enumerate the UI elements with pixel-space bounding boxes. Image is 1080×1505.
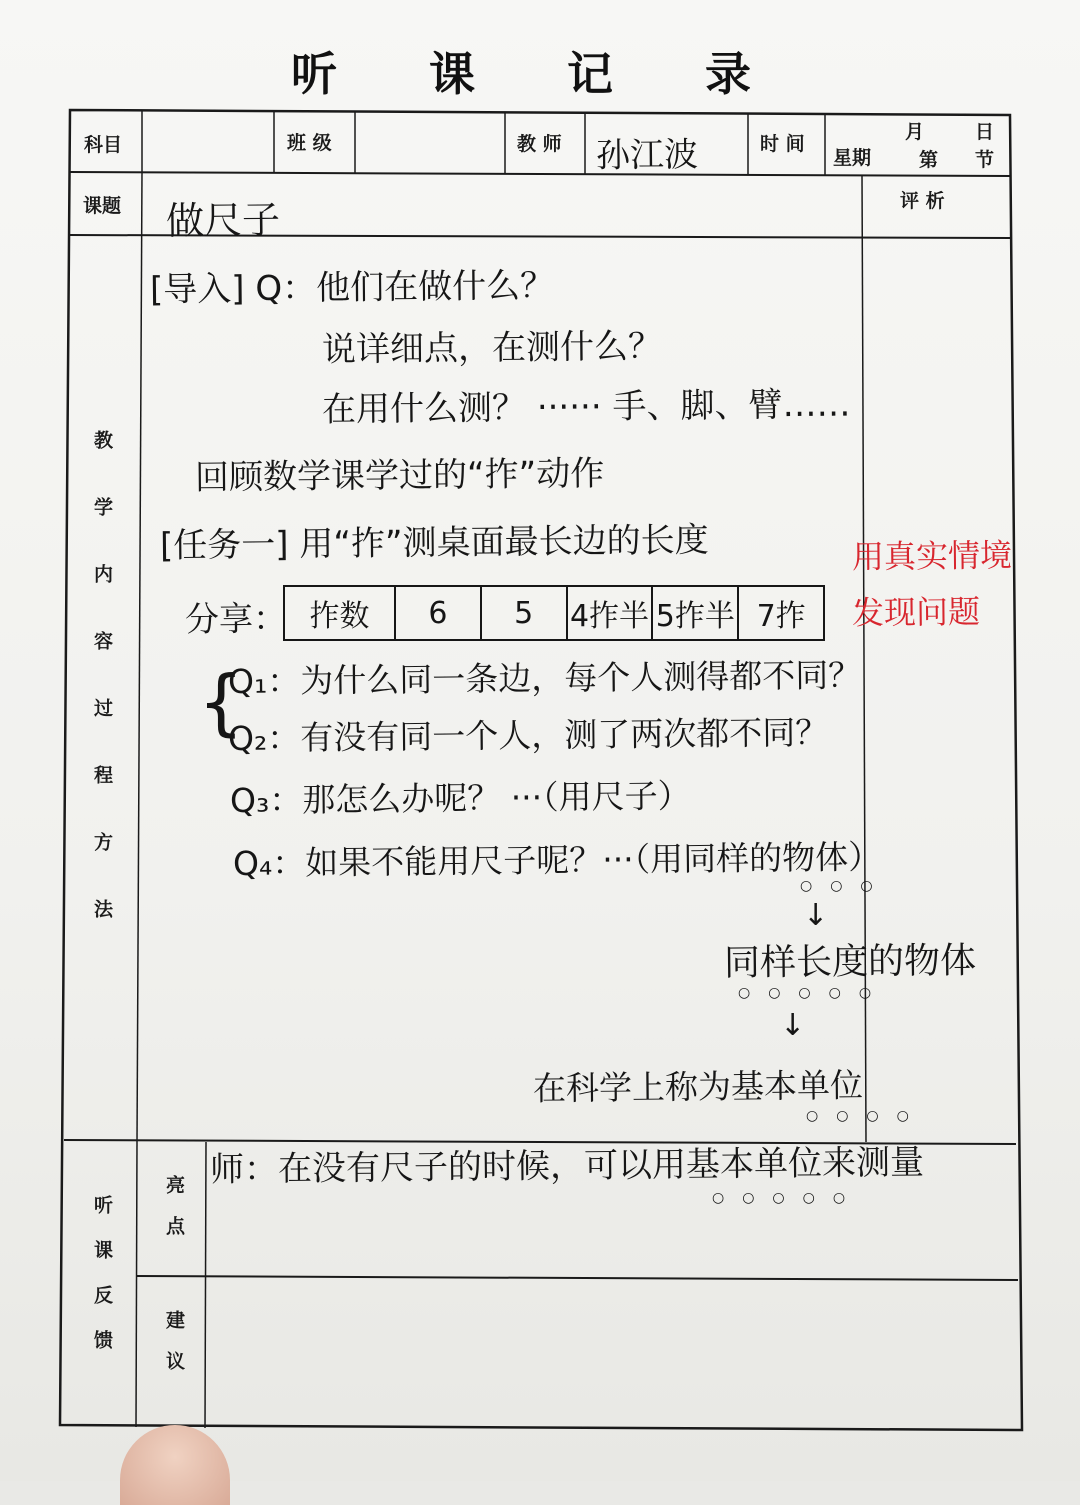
share-cell-header: 拃数 [309, 599, 370, 634]
question-line: Q₁：为什么同一条边，每个人测得都不同？ [227, 655, 862, 701]
down-arrow-icon: ↓ [780, 1008, 806, 1043]
intro-question-line: [导入] Q：他们在做什么？ [149, 265, 555, 310]
process-label: 教学内容过程方法 [91, 430, 113, 966]
feedback-label: 听课反馈 [91, 1195, 113, 1375]
share-label: 分享： [184, 598, 288, 640]
share-cell: 7拃 [737, 587, 823, 639]
emphasis-dots: ○○○○○ [738, 985, 890, 1001]
topic-label: 课题 [83, 195, 122, 217]
derivation-line: 同样长度的物体 [723, 940, 977, 984]
share-cell: 6 [394, 587, 480, 639]
teacher-label: 教 师 [517, 133, 562, 155]
derivation-line: 在科学上称为基本单位 [532, 1065, 864, 1108]
emphasis-dots: ○○○○ [806, 1108, 927, 1124]
share-cell: 5 [480, 587, 566, 639]
analysis-label: 评 析 [900, 190, 945, 212]
class-label: 班 级 [287, 132, 332, 154]
teacher-value: 孙江波 [595, 134, 699, 176]
detail-question-line: 说详细点，在测什么？ [321, 326, 663, 370]
share-result-table [283, 585, 825, 641]
week-label: 星期 [833, 147, 872, 169]
highlight-text: 师：在没有尺子的时候，可以用基本单位来测量 [209, 1142, 925, 1190]
day-label: 日 [975, 121, 995, 143]
analysis-comment-line: 发现问题 [851, 592, 981, 632]
page-title: 听 课 记 录 [290, 47, 790, 101]
month-label: 月 [905, 121, 925, 143]
share-cell: 4拃半 [566, 587, 652, 639]
review-line: 回顾数学课学过的“拃”动作 [194, 453, 605, 498]
question-line: Q₄：如果不能用尺子呢？···（用同样的物体） [232, 837, 882, 883]
period-suffix-label: 节 [975, 149, 995, 171]
task-one-line: [任务一] 用“拃”测桌面最长边的长度 [159, 520, 709, 566]
emphasis-dots: ○○○ [800, 878, 891, 894]
question-line: Q₂：有没有同一个人，测了两次都不同？ [227, 712, 829, 758]
period-prefix-label: 第 [919, 149, 939, 171]
share-cell: 5拃半 [651, 587, 737, 639]
tool-question-line: 在用什么测？ ······ 手、脚、臂…… [321, 384, 851, 430]
topic-value: 做尺子 [165, 197, 281, 243]
time-label: 时 间 [760, 133, 805, 155]
down-arrow-icon: ↓ [803, 898, 829, 933]
emphasis-dots: ○○○○○ [712, 1190, 864, 1206]
highlight-label: 亮点 [163, 1175, 185, 1257]
brace-icon: { [198, 660, 244, 744]
analysis-comment-line: 用真实情境 [851, 536, 1013, 576]
subject-label: 科目 [84, 134, 123, 156]
question-line: Q₃：那怎么办呢？ ···（用尺子） [229, 776, 691, 820]
suggestion-label: 建议 [163, 1310, 185, 1392]
